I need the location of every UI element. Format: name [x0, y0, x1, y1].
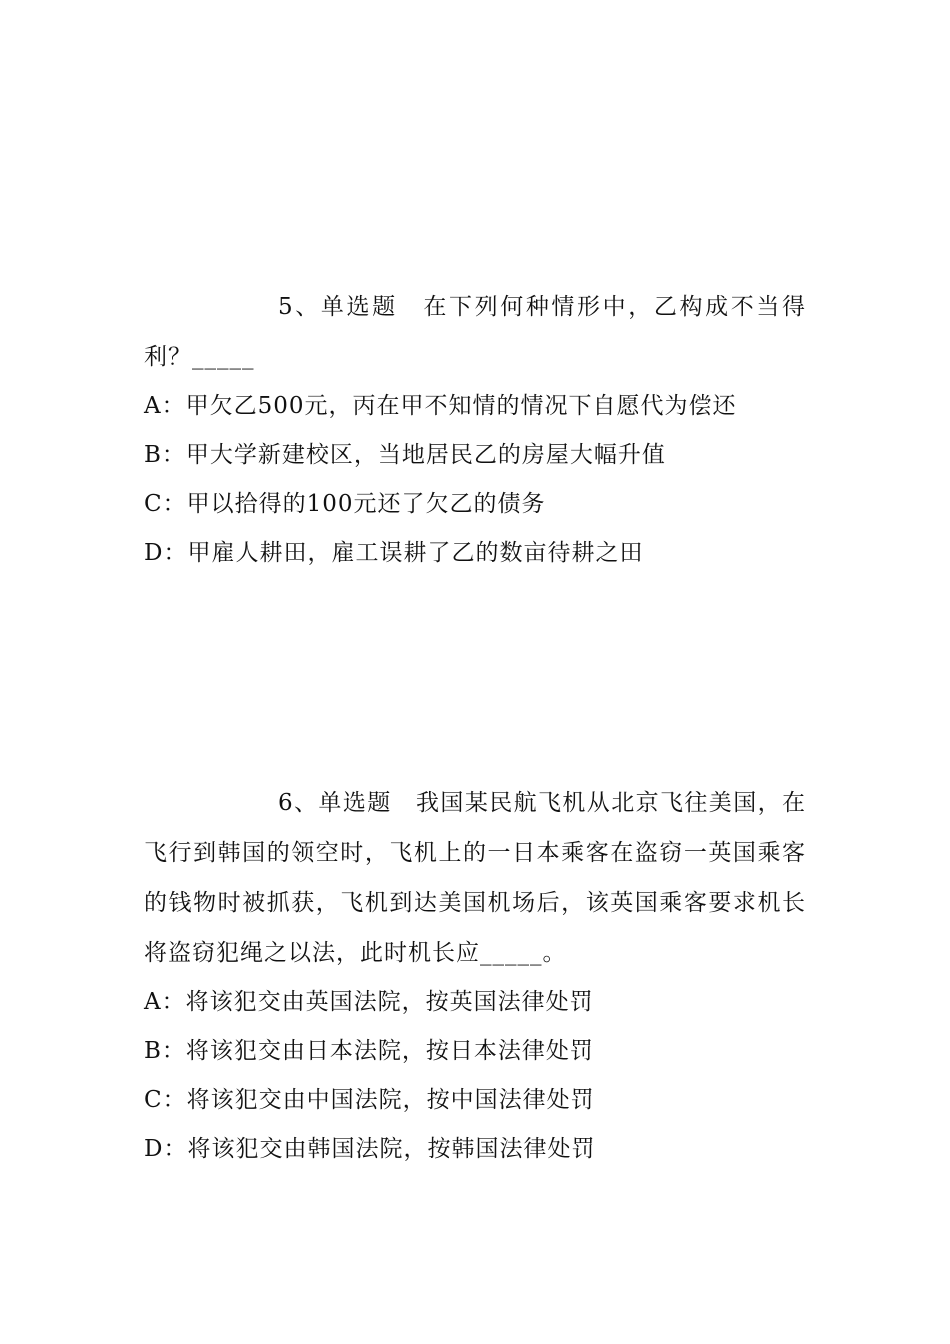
option-a: A：甲欠乙500元，丙在甲不知情的情况下自愿代为偿还 — [144, 393, 737, 419]
question-stem: 5、单选题 在下列何种情形中，乙构成不当得利？_____ — [144, 294, 806, 370]
option-d: D：甲雇人耕田，雇工误耕了乙的数亩待耕之田 — [144, 540, 644, 566]
question-6 — [144, 778, 806, 1174]
question-5 — [144, 282, 806, 578]
option-a: A：将该犯交由英国法院，按英国法律处罚 — [144, 989, 594, 1015]
option-c: C：甲以拾得的100元还了欠乙的债务 — [144, 491, 546, 517]
option-c: C：将该犯交由中国法院，按中国法律处罚 — [144, 1087, 595, 1113]
question-stem: 6、单选题 我国某民航飞机从北京飞往美国，在飞行到韩国的领空时，飞机上的一日本乘客在盗窃一英国乘客的钱物时被抓获，飞机到达美国机场后，该英国乘客要求机长将盗窃犯绳之以法，此时机长应_____。 — [144, 790, 806, 966]
option-b: B：将该犯交由日本法院，按日本法律处罚 — [144, 1038, 594, 1064]
option-b: B：甲大学新建校区，当地居民乙的房屋大幅升值 — [144, 442, 666, 468]
option-d: D：将该犯交由韩国法院，按韩国法律处罚 — [144, 1136, 596, 1162]
